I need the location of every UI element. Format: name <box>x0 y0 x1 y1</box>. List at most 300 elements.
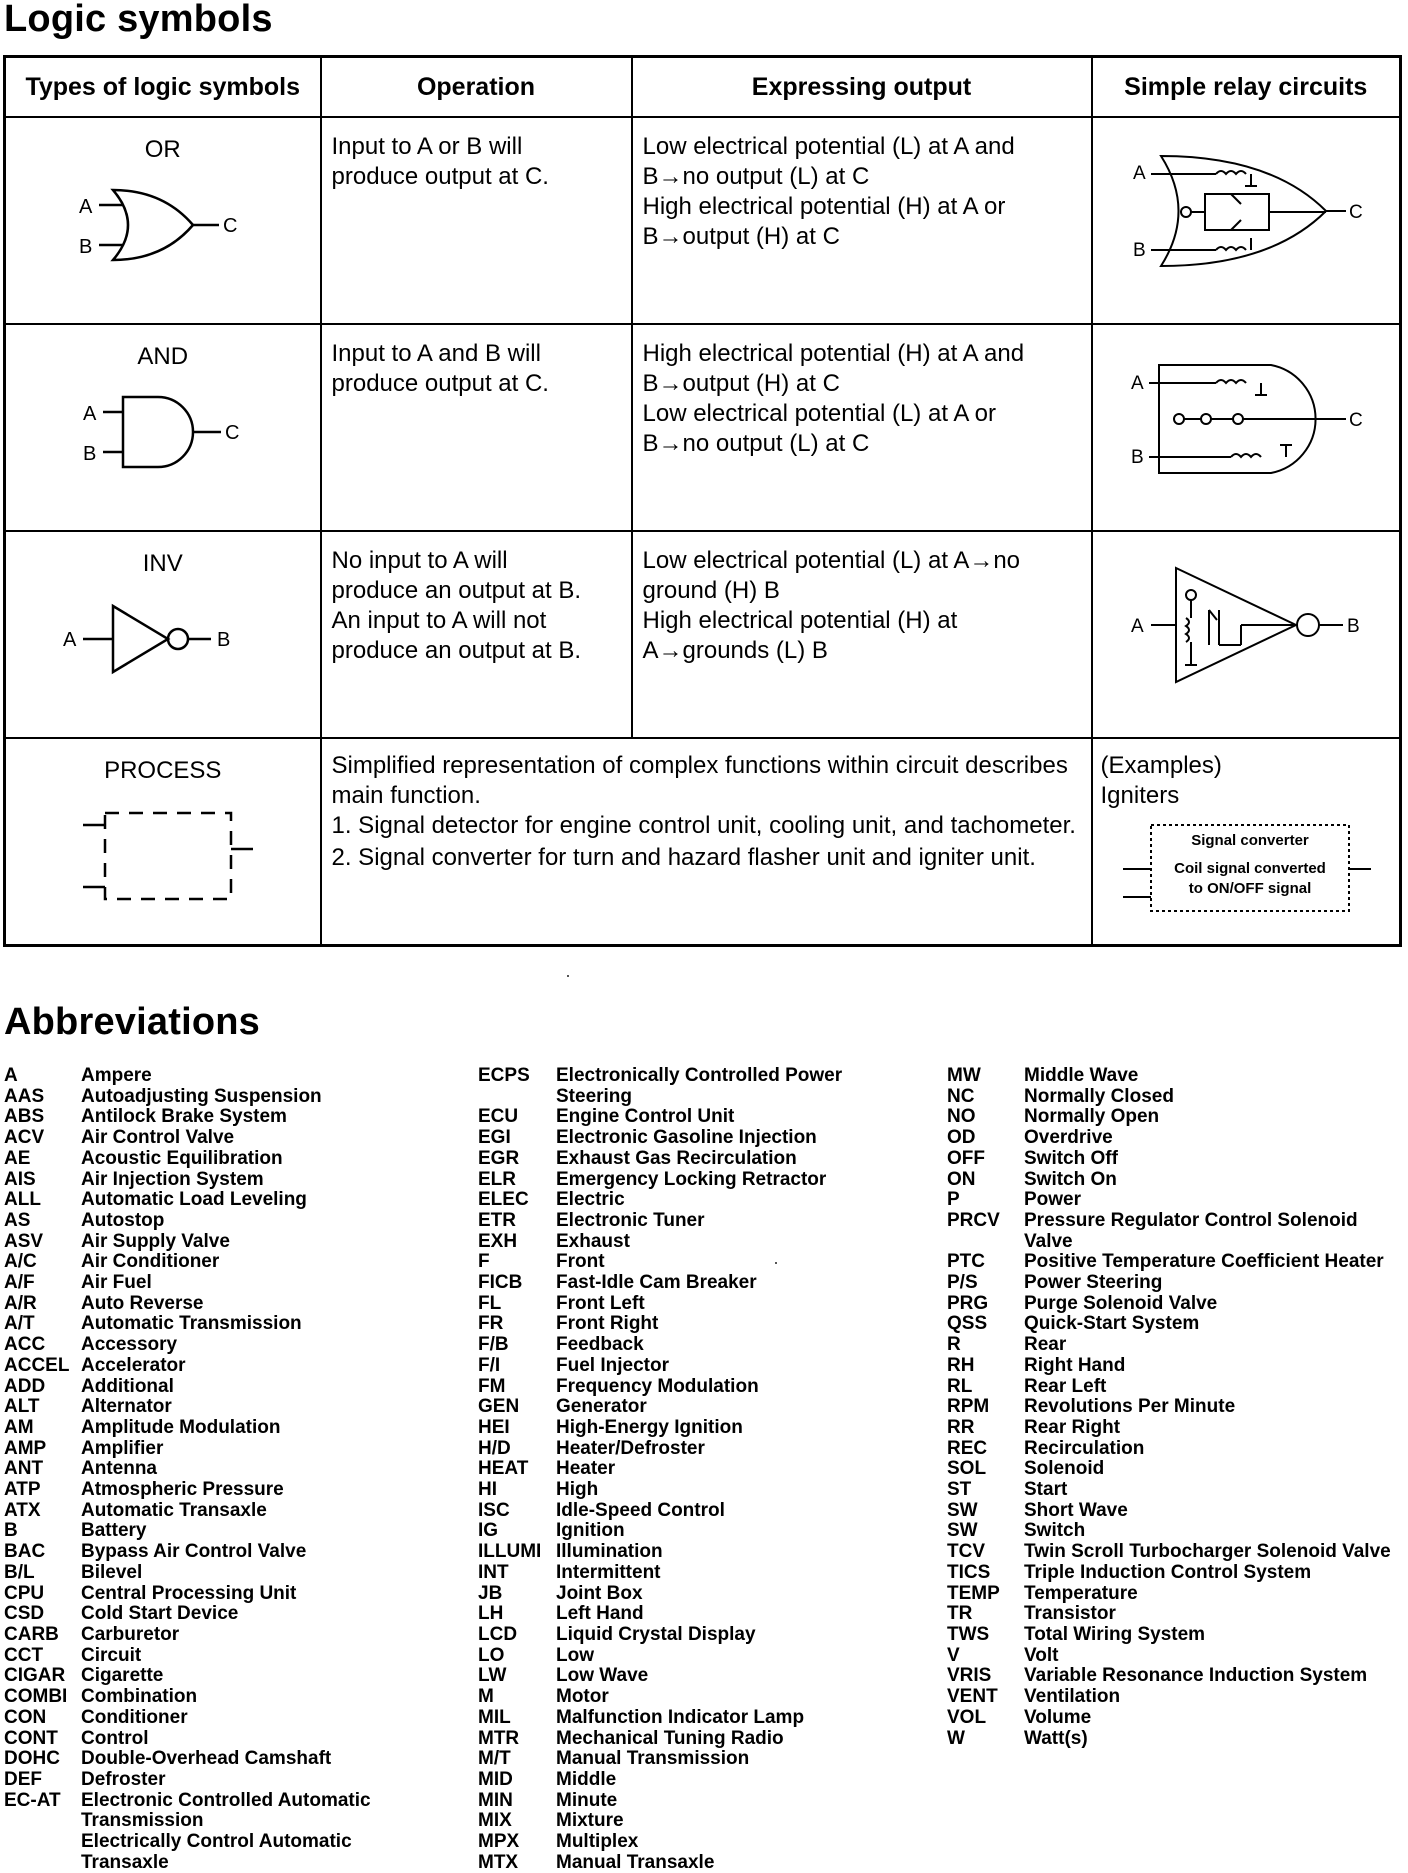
abbreviation-meaning: Rear Left <box>1024 1375 1107 1397</box>
abbreviation-term: NC <box>947 1085 975 1107</box>
abbreviation-row <box>4 1066 474 1087</box>
abbreviation-term: BAC <box>4 1541 46 1563</box>
abbreviation-term: RL <box>947 1375 973 1397</box>
abbreviation-row <box>947 1107 1407 1128</box>
abbreviation-row <box>478 1501 948 1522</box>
or-output-line: Low electrical potential (L) at A and <box>642 133 1015 161</box>
abbreviation-term: TWS <box>947 1623 990 1645</box>
abbreviation-row <box>947 1604 1407 1625</box>
abbreviations-column-1 <box>4 1066 474 1873</box>
abbreviation-row <box>947 1232 1407 1253</box>
and-relay-circuit-icon <box>1121 353 1371 483</box>
abbreviation-row <box>478 1646 948 1667</box>
abbreviation-meaning: Motor <box>556 1686 609 1708</box>
abbreviation-row <box>4 1604 474 1625</box>
or-pin-c: C <box>222 215 238 238</box>
and-relay-pin-a: A <box>1130 373 1144 395</box>
table-row <box>5 531 1401 738</box>
abbreviation-term: MW <box>947 1065 981 1086</box>
scan-speck <box>567 975 569 977</box>
abbreviation-term: TCV <box>947 1541 985 1563</box>
abbreviation-term: ELR <box>478 1168 516 1190</box>
and-relay-pin-c: C <box>1348 410 1363 432</box>
abbreviation-term: MPX <box>478 1831 520 1853</box>
abbreviation-meaning: Accelerator <box>81 1354 186 1376</box>
abbreviation-row <box>4 1687 474 1708</box>
abbreviation-row <box>947 1314 1407 1335</box>
abbreviation-row <box>478 1708 948 1729</box>
abbreviation-term: ADD <box>4 1375 46 1397</box>
abbreviation-term: AE <box>4 1147 31 1169</box>
abbreviation-row <box>4 1832 474 1853</box>
abbreviation-meaning: Positive Temperature Coefficient Heater <box>1024 1251 1384 1273</box>
abbreviation-meaning: Combination <box>81 1686 198 1708</box>
abbreviation-meaning: Control <box>81 1727 149 1749</box>
abbreviation-row <box>478 1211 948 1232</box>
abbreviation-term: COMBI <box>4 1686 68 1708</box>
abbreviation-meaning: Electric <box>556 1189 625 1211</box>
abbreviation-term: F/B <box>478 1334 509 1356</box>
abbreviation-meaning: Electrically Control Automatic <box>81 1831 352 1853</box>
abbreviation-row <box>947 1459 1407 1480</box>
abbreviation-meaning: Air Control Valve <box>81 1127 235 1149</box>
abbreviation-term: CON <box>4 1706 47 1728</box>
abbreviation-meaning: Volt <box>1024 1644 1059 1666</box>
abbreviation-row <box>478 1252 948 1273</box>
abbreviation-row <box>947 1087 1407 1108</box>
abbreviation-meaning: Transaxle <box>81 1851 169 1873</box>
abbreviation-row <box>4 1190 474 1211</box>
abbreviation-meaning: Ampere <box>81 1065 152 1086</box>
abbreviation-row <box>4 1480 474 1501</box>
abbreviation-term: ELEC <box>478 1189 529 1211</box>
abbreviation-row <box>478 1397 948 1418</box>
abbreviation-meaning: Valve <box>1024 1230 1073 1252</box>
abbreviation-term: FL <box>478 1292 502 1314</box>
converter-title: Signal converter <box>1190 832 1309 850</box>
list-item: 2. Signal converter for turn and hazard flasher unit and igniter unit. <box>331 844 1036 872</box>
inv-relay-cell <box>1092 531 1401 738</box>
abbreviation-term: LH <box>478 1603 504 1625</box>
abbreviation-meaning: Defroster <box>81 1768 166 1790</box>
logic-symbols-table <box>3 55 1402 947</box>
abbreviation-meaning: Frequency Modulation <box>556 1375 759 1397</box>
abbreviation-row <box>478 1170 948 1191</box>
abbreviation-term: ILLUMI <box>478 1541 542 1563</box>
process-examples-cell <box>1092 738 1401 945</box>
inv-symbol-cell <box>5 531 321 738</box>
abbreviation-term: LO <box>478 1644 505 1666</box>
abbreviation-term: ACC <box>4 1334 46 1356</box>
or-relay-pin-b: B <box>1132 240 1146 262</box>
or-symbol-cell <box>5 117 321 324</box>
abbreviation-meaning: Cold Start Device <box>81 1603 239 1625</box>
abbreviation-row <box>947 1439 1407 1460</box>
process-description: Simplified representation of complex functions within circuit describes main function. <box>331 752 1068 810</box>
abbreviation-row <box>4 1749 474 1770</box>
abbreviation-term: EC-AT <box>4 1789 61 1811</box>
abbreviation-row <box>947 1273 1407 1294</box>
abbreviation-row <box>947 1294 1407 1315</box>
abbreviation-meaning: Rear Right <box>1024 1416 1121 1438</box>
abbreviation-row <box>4 1521 474 1542</box>
abbreviation-term: AM <box>4 1416 34 1438</box>
abbreviation-row <box>478 1480 948 1501</box>
abbreviation-meaning: Front Left <box>556 1292 645 1314</box>
abbreviation-meaning: Automatic Transaxle <box>81 1499 267 1521</box>
abbreviation-row <box>4 1335 474 1356</box>
abbreviation-term: CONT <box>4 1727 58 1749</box>
header-relay: Simple relay circuits <box>1092 57 1401 118</box>
abbreviation-row <box>947 1480 1407 1501</box>
abbreviations-column-3 <box>947 1066 1407 1749</box>
abbreviation-meaning: Twin Scroll Turbocharger Solenoid Valve <box>1024 1541 1391 1563</box>
abbreviation-row <box>478 1232 948 1253</box>
abbreviation-row <box>478 1542 948 1563</box>
abbreviation-term: MTX <box>478 1851 519 1873</box>
abbreviation-term: FICB <box>478 1272 523 1294</box>
abbreviation-term: ETR <box>478 1209 516 1231</box>
abbreviation-meaning: Mixture <box>556 1810 624 1832</box>
inv-output-line: Low electrical potential (L) at A→no <box>642 547 1021 575</box>
abbreviation-term: TEMP <box>947 1582 1000 1604</box>
signal-converter-icon <box>1101 817 1391 917</box>
abbreviation-meaning: Electronic Gasoline Injection <box>556 1127 817 1149</box>
abbreviation-meaning: High-Energy Ignition <box>556 1416 743 1438</box>
abbreviation-meaning: Autostop <box>81 1209 165 1231</box>
abbreviation-row <box>947 1377 1407 1398</box>
or-gate-icon <box>63 180 263 270</box>
abbreviation-row <box>947 1397 1407 1418</box>
abbreviation-meaning: Transmission <box>81 1810 204 1832</box>
abbreviation-meaning: Middle <box>556 1768 617 1790</box>
abbreviation-row <box>947 1335 1407 1356</box>
abbreviation-term: ABS <box>4 1106 45 1128</box>
abbreviation-row <box>947 1687 1407 1708</box>
abbreviation-row <box>478 1584 948 1605</box>
abbreviation-meaning: Manual Transmission <box>556 1748 750 1770</box>
abbreviation-meaning: Pressure Regulator Control Solenoid <box>1024 1209 1358 1231</box>
and-label: AND <box>137 343 189 371</box>
header-output: Expressing output <box>632 57 1092 118</box>
abbreviation-row <box>4 1418 474 1439</box>
and-operation-line: Input to A and B will <box>331 340 541 368</box>
and-output-line: Low electrical potential (L) at A or <box>642 400 997 428</box>
abbreviation-meaning: Acoustic Equilibration <box>81 1147 283 1169</box>
abbreviation-term <box>478 1087 556 1108</box>
abbreviation-term: VENT <box>947 1686 998 1708</box>
abbreviation-meaning: Mechanical Tuning Radio <box>556 1727 784 1749</box>
abbreviation-meaning: Solenoid <box>1024 1458 1105 1480</box>
inv-relay-circuit-icon <box>1121 560 1371 690</box>
and-relay-cell <box>1092 324 1401 531</box>
abbreviation-meaning: Malfunction Indicator Lamp <box>556 1706 805 1728</box>
abbreviation-term: F/I <box>478 1354 501 1376</box>
abbreviation-term: FR <box>478 1313 504 1335</box>
abbreviation-meaning: Temperature <box>1024 1582 1138 1604</box>
abbreviation-row <box>4 1770 474 1791</box>
inv-label: INV <box>142 550 183 578</box>
abbreviation-term: A/T <box>4 1313 35 1335</box>
abbreviation-row <box>478 1811 948 1832</box>
abbreviation-term: ON <box>947 1168 976 1190</box>
abbreviation-row <box>478 1729 948 1750</box>
abbreviation-meaning: Circuit <box>81 1644 142 1666</box>
inv-operation-line: An input to A will not <box>331 607 547 635</box>
abbreviation-meaning: Conditioner <box>81 1706 188 1728</box>
abbreviation-meaning: Fuel Injector <box>556 1354 669 1376</box>
abbreviation-term: HEAT <box>478 1458 529 1480</box>
abbreviation-term: F <box>478 1251 490 1273</box>
abbreviation-meaning: Ignition <box>556 1520 625 1542</box>
abbreviation-term: TR <box>947 1603 973 1625</box>
abbreviation-meaning: Bilevel <box>81 1561 143 1583</box>
abbreviation-term: VOL <box>947 1706 987 1728</box>
and-pin-c: C <box>224 422 240 445</box>
abbreviation-row <box>4 1170 474 1191</box>
table-header-row <box>5 57 1401 118</box>
abbreviation-meaning: Additional <box>81 1375 174 1397</box>
abbreviation-row <box>4 1542 474 1563</box>
abbreviation-meaning: Purge Solenoid Valve <box>1024 1292 1218 1314</box>
abbreviation-meaning: Carburetor <box>81 1623 180 1645</box>
abbreviation-row <box>4 1397 474 1418</box>
abbreviation-term: GEN <box>478 1396 520 1418</box>
abbreviation-term: PTC <box>947 1251 985 1273</box>
abbreviation-meaning: Middle Wave <box>1024 1065 1139 1086</box>
abbreviation-meaning: Switch On <box>1024 1168 1117 1190</box>
abbreviation-meaning: Autoadjusting Suspension <box>81 1085 322 1107</box>
abbreviation-row <box>478 1521 948 1542</box>
abbreviation-row <box>947 1501 1407 1522</box>
abbreviation-row <box>947 1128 1407 1149</box>
abbreviation-row <box>947 1729 1407 1750</box>
abbreviation-meaning: Air Fuel <box>81 1272 152 1294</box>
inv-operation-line: produce an output at B. <box>331 637 582 665</box>
abbreviation-term: LW <box>478 1665 507 1687</box>
abbreviation-meaning: Low Wave <box>556 1665 649 1687</box>
abbreviation-row <box>478 1604 948 1625</box>
table-row <box>5 738 1401 945</box>
abbreviation-meaning: Power Steering <box>1024 1272 1163 1294</box>
abbreviation-meaning: Transistor <box>1024 1603 1116 1625</box>
abbreviations-title: Abbreviations <box>4 1001 260 1043</box>
table-row <box>5 324 1401 531</box>
abbreviation-row <box>478 1459 948 1480</box>
abbreviation-row <box>4 1211 474 1232</box>
abbreviation-term: EGR <box>478 1147 520 1169</box>
abbreviation-meaning: Right Hand <box>1024 1354 1126 1376</box>
inv-output-cell <box>632 531 1092 738</box>
abbreviation-row <box>947 1066 1407 1087</box>
abbreviation-row <box>4 1294 474 1315</box>
and-relay-pin-b: B <box>1130 447 1144 469</box>
abbreviation-row <box>947 1542 1407 1563</box>
abbreviation-row <box>478 1190 948 1211</box>
abbreviation-row <box>4 1729 474 1750</box>
abbreviation-term: HI <box>478 1479 497 1501</box>
abbreviation-meaning: Feedback <box>556 1334 644 1356</box>
abbreviation-row <box>478 1749 948 1770</box>
abbreviation-row <box>478 1687 948 1708</box>
inv-pin-b: B <box>216 629 231 652</box>
abbreviation-term: B/L <box>4 1561 35 1583</box>
abbreviation-term: RR <box>947 1416 975 1438</box>
abbreviation-term: V <box>947 1644 960 1666</box>
abbreviation-term: OFF <box>947 1147 985 1169</box>
abbreviation-term: REC <box>947 1437 988 1459</box>
abbreviation-meaning: Automatic Load Leveling <box>81 1189 307 1211</box>
abbreviation-term: ANT <box>4 1458 44 1480</box>
abbreviation-meaning: Normally Open <box>1024 1106 1160 1128</box>
abbreviation-meaning: Normally Closed <box>1024 1085 1174 1107</box>
abbreviation-term: ECU <box>478 1106 519 1128</box>
abbreviation-term: MIL <box>478 1706 511 1728</box>
abbreviation-meaning: Antilock Brake System <box>81 1106 287 1128</box>
examples-label: (Examples) <box>1100 752 1222 780</box>
abbreviation-term: H/D <box>478 1437 511 1459</box>
abbreviation-meaning: Illumination <box>556 1541 663 1563</box>
abbreviation-row <box>4 1563 474 1584</box>
abbreviation-term <box>4 1832 81 1853</box>
abbreviation-term: JB <box>478 1582 503 1604</box>
abbreviation-term <box>4 1811 81 1832</box>
abbreviation-term: A/F <box>4 1272 35 1294</box>
and-operation-line: produce output at C. <box>331 370 549 398</box>
abbreviation-term: EXH <box>478 1230 518 1252</box>
abbreviation-term <box>947 1232 1024 1253</box>
abbreviation-term: MID <box>478 1768 513 1790</box>
abbreviation-meaning: Heater/Defroster <box>556 1437 705 1459</box>
abbreviation-row <box>4 1377 474 1398</box>
abbreviation-meaning: Electronic Controlled Automatic <box>81 1789 371 1811</box>
abbreviation-meaning: Amplifier <box>81 1437 164 1459</box>
or-operation-line: Input to A or B will <box>331 133 523 161</box>
inv-relay-pin-b: B <box>1346 616 1360 638</box>
abbreviation-meaning: Automatic Transmission <box>81 1313 302 1335</box>
and-symbol-cell <box>5 324 321 531</box>
abbreviation-meaning: Alternator <box>81 1396 172 1418</box>
abbreviation-meaning: Idle-Speed Control <box>556 1499 725 1521</box>
abbreviation-term: P/S <box>947 1272 978 1294</box>
abbreviation-meaning: Variable Resonance Induction System <box>1024 1665 1368 1687</box>
abbreviation-meaning: Atmospheric Pressure <box>81 1479 284 1501</box>
abbreviation-term: QSS <box>947 1313 988 1335</box>
abbreviation-term: ATP <box>4 1479 41 1501</box>
abbreviation-row <box>4 1107 474 1128</box>
or-operation-cell <box>321 117 632 324</box>
abbreviation-meaning: Quick-Start System <box>1024 1313 1200 1335</box>
abbreviation-term: CIGAR <box>4 1665 66 1687</box>
abbreviation-row <box>478 1273 948 1294</box>
abbreviation-row <box>4 1273 474 1294</box>
abbreviation-term: CPU <box>4 1582 45 1604</box>
or-output-line: High electrical potential (H) at A or <box>642 193 1006 221</box>
abbreviation-meaning: Start <box>1024 1479 1068 1501</box>
abbreviation-row <box>4 1232 474 1253</box>
and-gate-icon <box>63 387 263 477</box>
abbreviation-term: P <box>947 1189 960 1211</box>
abbreviation-row <box>478 1563 948 1584</box>
abbreviation-meaning: Amplitude Modulation <box>81 1416 281 1438</box>
or-pin-b: B <box>78 236 93 259</box>
abbreviation-term: R <box>947 1334 961 1356</box>
abbreviation-row <box>4 1501 474 1522</box>
abbreviation-row <box>478 1066 948 1087</box>
abbreviation-term: W <box>947 1727 965 1749</box>
abbreviation-term: SW <box>947 1499 978 1521</box>
abbreviation-row <box>478 1128 948 1149</box>
abbreviation-row <box>947 1666 1407 1687</box>
abbreviation-row <box>4 1252 474 1273</box>
abbreviation-term: TICS <box>947 1561 991 1583</box>
abbreviation-term: LCD <box>478 1623 518 1645</box>
abbreviation-row <box>478 1439 948 1460</box>
abbreviation-term: ALT <box>4 1396 40 1418</box>
inv-output-line: A→grounds (L) B <box>642 637 828 665</box>
abbreviation-term: AAS <box>4 1085 45 1107</box>
process-symbol-cell <box>5 738 321 945</box>
abbreviation-row <box>947 1646 1407 1667</box>
and-pin-b: B <box>82 443 97 466</box>
or-pin-a: A <box>78 196 93 219</box>
abbreviation-row <box>478 1666 948 1687</box>
abbreviation-meaning: Low <box>556 1644 594 1666</box>
abbreviation-row <box>947 1584 1407 1605</box>
abbreviation-meaning: Overdrive <box>1024 1127 1113 1149</box>
and-operation-cell <box>321 324 632 531</box>
abbreviation-row <box>478 1087 948 1108</box>
examples-name: Igniters <box>1100 782 1180 810</box>
abbreviation-row <box>947 1252 1407 1273</box>
abbreviation-meaning: Ventilation <box>1024 1686 1121 1708</box>
abbreviation-row <box>4 1646 474 1667</box>
process-list <box>332 811 1081 873</box>
abbreviation-meaning: Multiplex <box>556 1831 639 1853</box>
or-output-line: B→output (H) at C <box>642 223 840 251</box>
converter-line1: Coil signal converted <box>1173 860 1326 878</box>
inverter-gate-icon <box>43 594 283 684</box>
abbreviation-row <box>478 1149 948 1170</box>
abbreviation-meaning: Recirculation <box>1024 1437 1145 1459</box>
and-output-cell <box>632 324 1092 531</box>
logic-symbols-title: Logic symbols <box>4 0 273 40</box>
abbreviation-term: MTR <box>478 1727 520 1749</box>
abbreviation-row <box>4 1087 474 1108</box>
abbreviation-meaning: Volume <box>1024 1706 1092 1728</box>
abbreviation-meaning: Double-Overhead Camshaft <box>81 1748 332 1770</box>
abbreviation-term: ALL <box>4 1189 41 1211</box>
abbreviation-term: NO <box>947 1106 976 1128</box>
abbreviation-term: CARB <box>4 1623 59 1645</box>
abbreviation-row <box>947 1190 1407 1211</box>
abbreviation-row <box>4 1356 474 1377</box>
abbreviation-meaning: Switch <box>1024 1520 1086 1542</box>
abbreviation-term: ST <box>947 1479 972 1501</box>
abbreviation-row <box>478 1791 948 1812</box>
abbreviation-term: PRG <box>947 1292 989 1314</box>
header-types: Types of logic symbols <box>5 57 321 118</box>
abbreviation-meaning: Accessory <box>81 1334 178 1356</box>
abbreviation-meaning: Cigarette <box>81 1665 164 1687</box>
abbreviations-column-2 <box>478 1066 948 1873</box>
header-operation: Operation <box>321 57 632 118</box>
abbreviation-row <box>947 1356 1407 1377</box>
abbreviation-meaning: Left Hand <box>556 1603 644 1625</box>
inv-relay-pin-a: A <box>1130 616 1144 638</box>
abbreviation-meaning: Exhaust <box>556 1230 630 1252</box>
abbreviation-row <box>947 1521 1407 1542</box>
